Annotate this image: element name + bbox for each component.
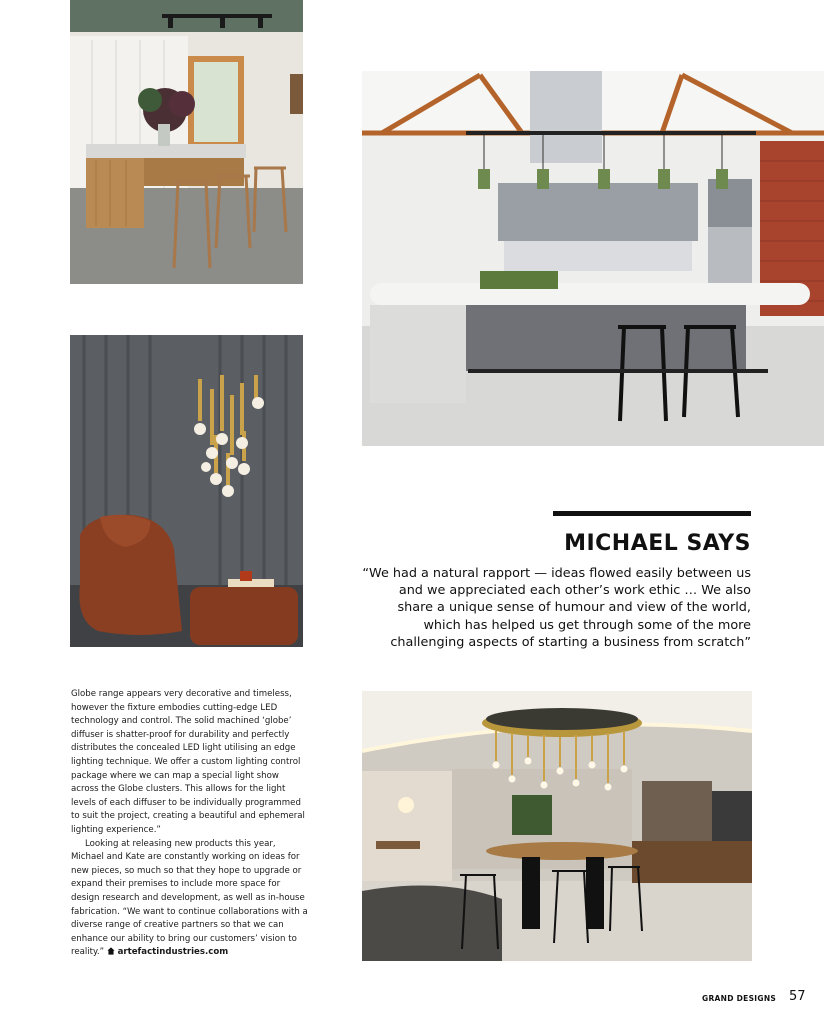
quote-heading: MICHAEL SAYS xyxy=(564,531,751,556)
quote-rule xyxy=(553,511,751,516)
article-body xyxy=(71,688,309,960)
photo-timber-island-kitchen xyxy=(70,0,303,284)
website-link[interactable]: artefactindustries.com xyxy=(117,947,229,958)
pull-quote-text: “We had a natural rapport — ideas flowed easily between us and we appreciated each other’s work ethic … We also share a unique sense of humour and view of the world, which has helped us get through some of the more challenging aspects of starting a business from scratch” xyxy=(362,566,751,650)
cafe-illustration xyxy=(362,691,752,961)
globe-pendant-illustration xyxy=(70,335,303,647)
home-icon xyxy=(107,947,115,955)
timber-island-illustration xyxy=(70,0,303,284)
photo-white-kitchen-pendants xyxy=(362,71,824,446)
photo-globe-pendant-armchair xyxy=(70,335,303,647)
white-kitchen-illustration xyxy=(362,71,824,446)
body-paragraph-1: Globe range appears very decorative and timeless, however the fixture embodies cutting-edge LED technology and control. The solid machined ‘globe’ diffuser is shatter-proof for durability and perfectly distributes the concealed LED light utilising an edge lighting technique. We offer a custom lighting control package where we can map a special light show across the Globe clusters. This allows for the light levels of each diffuser to be individually programmed to suit the project, creating a beautiful and ephemeral lighting experience.” xyxy=(71,689,305,835)
body-paragraph-2 xyxy=(71,838,309,960)
footer-page-number: 57 xyxy=(789,989,806,1004)
footer-magazine-name: GRAND DESIGNS xyxy=(702,994,777,1003)
photo-cafe-oval-pendant xyxy=(362,691,752,961)
body-paragraph-2-text: Looking at releasing new products this year, Michael and Kate are constantly working on ideas for new pieces, so much so that they hope to upgrade or expand their premises to include more space for design research and development, as well as in-house fabrication. “We want to continue collaborations with a diverse range of creative partners so that we can enhance our ability to bring our customers’ vision to reality.” xyxy=(71,838,308,958)
